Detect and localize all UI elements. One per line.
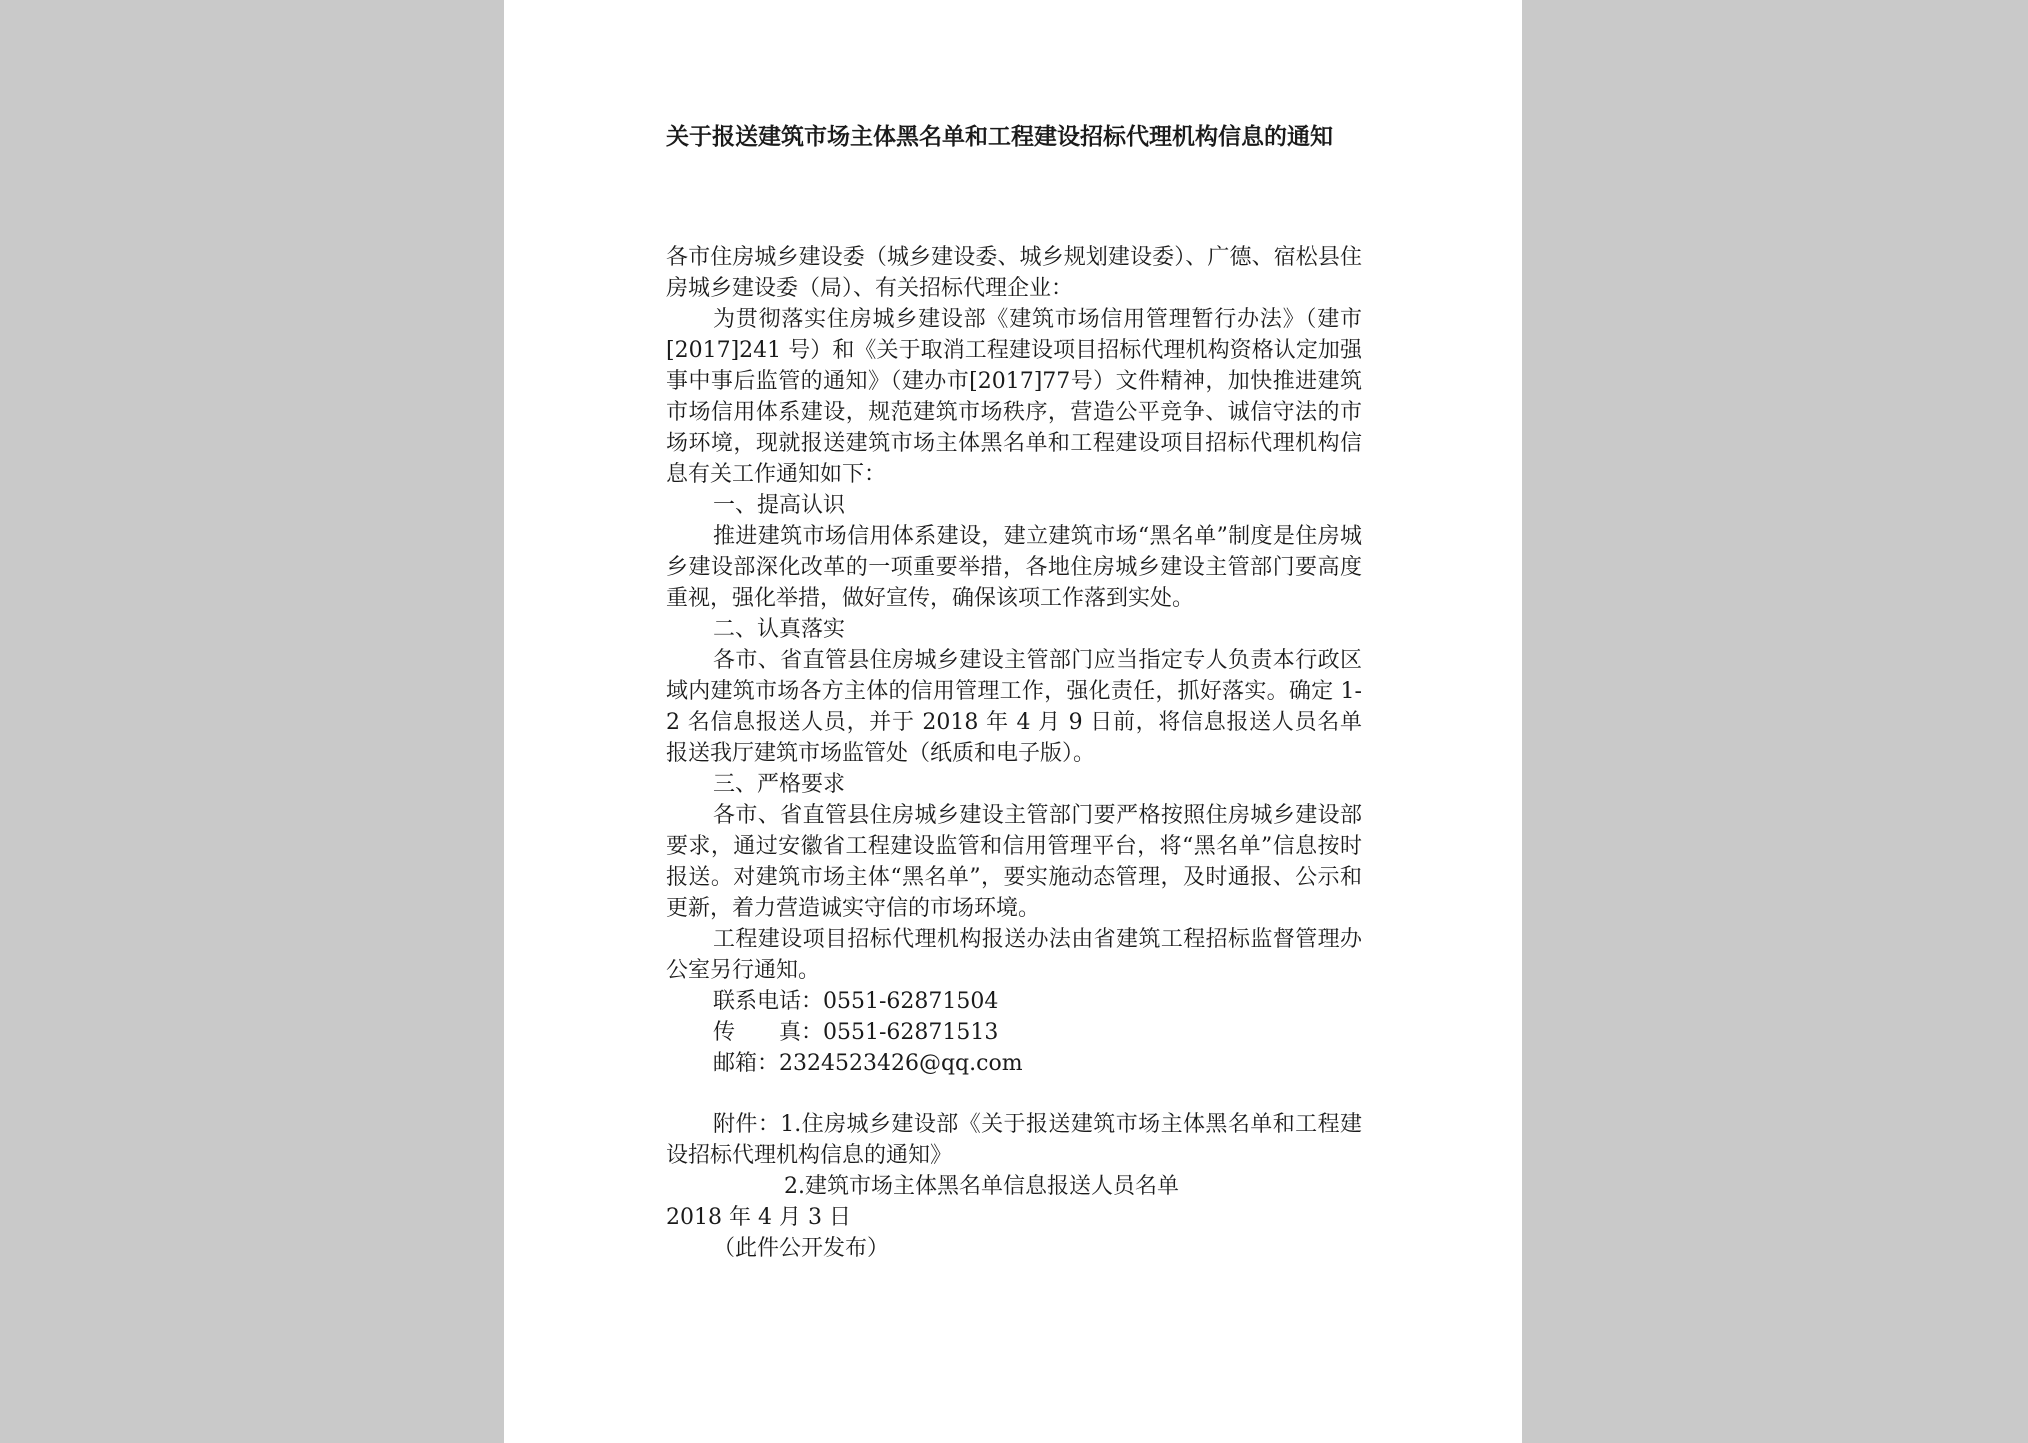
document-page <box>504 0 1522 1443</box>
section-heading-1: 一、提高认识 <box>713 493 846 518</box>
section-text-1: 推进建筑市场信用体系建设，建立建筑市场“黑名单”制度是住房城乡建设部深化改革的一项重要举措，各地住房城乡建设主管部门要高度重视，强化举措，做好宣传，确保该项工作落到实处。 <box>666 524 1362 611</box>
contact-email: 邮箱：2324523426@qq.com <box>713 1051 1023 1076</box>
section-heading-2: 二、认真落实 <box>713 617 846 642</box>
attachment-2: 2.建筑市场主体黑名单信息报送人员名单 <box>784 1174 1179 1199</box>
attachment-1: 附件：1.住房城乡建设部《关于报送建筑市场主体黑名单和工程建设招标代理机构信息的通知》 <box>666 1112 1362 1168</box>
issue-date: 2018 年 4 月 3 日 <box>666 1205 851 1230</box>
spacer <box>666 1079 1362 1109</box>
contact-fax: 传 真：0551-62871513 <box>713 1020 999 1045</box>
document-body <box>666 242 1362 1264</box>
contact-phone: 联系电话：0551-62871504 <box>713 989 999 1014</box>
recipient-paragraph: 各市住房城乡建设委（城乡建设委、城乡规划建设委）、广德、宿松县住房城乡建设委（局）、有关招标代理企业： <box>666 245 1362 301</box>
section-text-2: 各市、省直管县住房城乡建设主管部门应当指定专人负责本行政区域内建筑市场各方主体的信用管理工作，强化责任，抓好落实。确定 1-2 名信息报送人员，并于 2018 年 4 月 9 日前，将信息报送人员名单报送我厅建筑市场监管处（纸质和电子版）。 <box>666 648 1362 766</box>
release-note: （此件公开发布） <box>713 1236 890 1261</box>
section-text-3: 各市、省直管县住房城乡建设主管部门要严格按照住房城乡建设部要求，通过安徽省工程建设监管和信用管理平台，将“黑名单”信息按时报送。对建筑市场主体“黑名单”，要实施动态管理，及时通报、公示和更新，着力营造诚实守信的市场环境。 <box>666 803 1362 921</box>
intro-paragraph: 为贯彻落实住房城乡建设部《建筑市场信用管理暂行办法》（建市[2017]241 号）和《关于取消工程建设项目招标代理机构资格认定加强事中事后监管的通知》（建办市[2017]77号）文件精神，加快推进建筑市场信用体系建设，规范建筑市场秩序，营造公平竞争、诚信守法的市场环境，现就报送建筑市场主体黑名单和工程建设项目招标代理机构信息有关工作通知如下： <box>666 307 1362 487</box>
document-title: 关于报送建筑市场主体黑名单和工程建设招标代理机构信息的通知 <box>666 123 1333 150</box>
section-heading-3: 三、严格要求 <box>713 772 846 797</box>
bidding-note-paragraph: 工程建设项目招标代理机构报送办法由省建筑工程招标监督管理办公室另行通知。 <box>666 927 1362 983</box>
